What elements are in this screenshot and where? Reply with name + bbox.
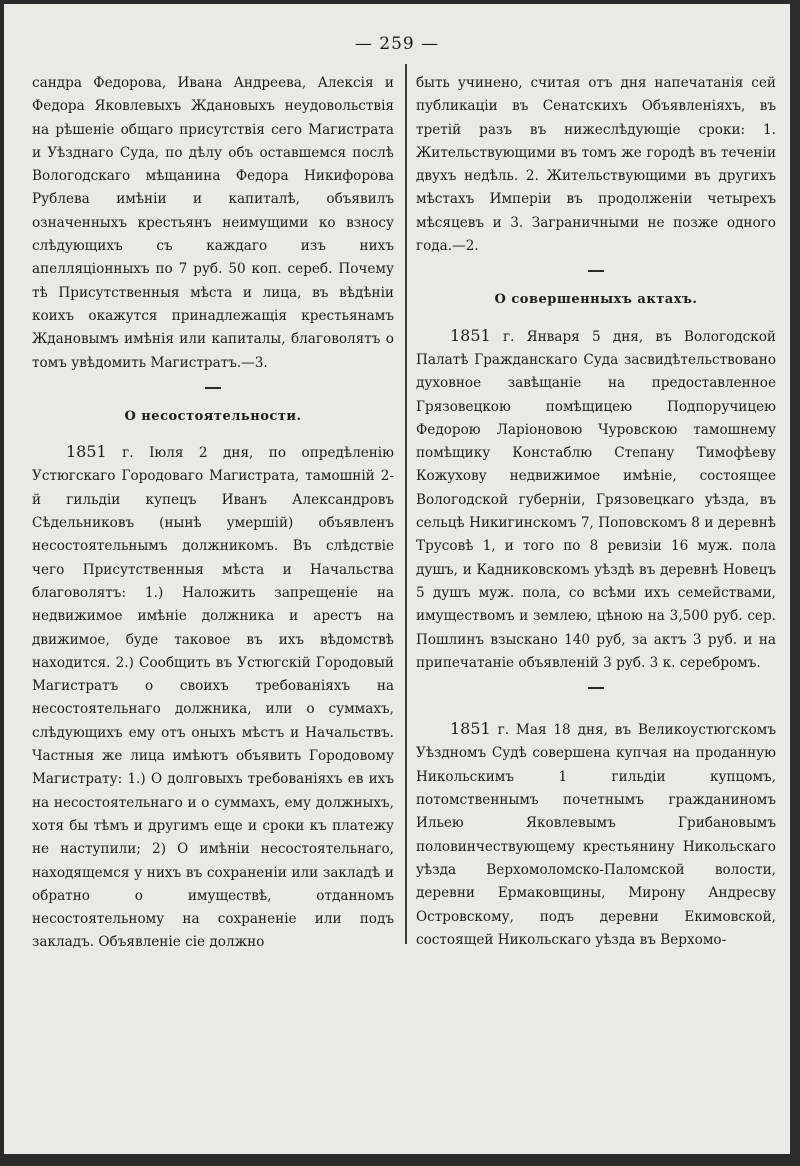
section-heading-acts: О совершенныхъ актахъ. xyxy=(494,292,698,308)
section-heading-insolvency: О несостоятельности. xyxy=(124,408,302,424)
act2-year: 1851 xyxy=(450,719,491,739)
separator-dash xyxy=(588,270,604,272)
continued-notice: сандра Федорова, Ивана Андреева, Алексія и Федора Яковлевыхъ Ждановыхъ неудовольствія на рѣшеніе общаго присутствія сего Магистрата и Уѣзднаго Суда, по дѣлу объ оставшемся послѣ Вологодскаго мѣщанина Федора Никифорова Рублева имѣніи и капиталѣ, объявилъ означенныхъ крестьянъ неимущими ко взносу слѣдующихъ съ каждаго изъ нихъ апелляціонныхъ по 7 руб. 50 коп. сереб. Почему тѣ Присутственныя мѣста и лица, въ вѣдѣніи коихъ окажутся принадлежащія крестьянамъ Ждановымъ имѣнія или капиталы, благоволятъ о томъ увѣдомить Магистратъ.—3. xyxy=(32,75,394,371)
column-divider xyxy=(405,64,407,944)
newspaper-page xyxy=(4,4,790,1154)
left-column xyxy=(32,72,394,955)
insolvency-notice xyxy=(32,440,394,955)
notice-year: 1851 xyxy=(66,442,107,462)
notice-body: г. Іюля 2 дня, по опредѣленію Устюгскаго Городоваго Магистрата, тамошній 2-й гильдіи купецъ Иванъ Александровъ Сѣдельниковъ (нынѣ умершій) объявленъ несостоятельнымъ должникомъ. Въ слѣдствіе чего Присутственныя мѣста и Начальства благоволятъ: 1.) Наложить запрещеніе на недвижимое имѣніе должника и арестъ на движимое, буде таковое въ ихъ вѣдомствѣ находится. 2.) Сообщить въ Устюгскій Городовый Магистратъ о своихъ требованіяхъ на несостоятельнаго должника, или о суммахъ, слѣдующихъ ему отъ оныхъ мѣстъ и Начальствъ. Частныя же лица имѣютъ объявить Городовому Магистрату: 1.) О долговыхъ требованіяхъ ев ихъ на несостоятельнаго и о суммахъ, ему должныхъ, хотя бы тѣмъ и другимъ еще и сроки къ платежу не наступили; 2) О имѣніи несостоятельнаго, находящемся у нихъ въ сохраненіи или закладѣ и обратно о имуществѣ, отданномъ несостоятельному на сохраненіе или подъ закладъ. Объявленіе сіе должно xyxy=(32,445,394,951)
act-notice-2 xyxy=(416,717,776,952)
continued-notice-end: быть учинено, считая отъ дня напечатанія сей публикаціи въ Сенатскихъ Объявленіяхъ, въ третій разъ въ нижеслѣдующіе сроки: 1. Жительствующими въ томъ же городѣ въ теченіи двухъ недѣль. 2. Жительствующими въ другихъ мѣстахъ Имперіи въ продолженіи четырехъ мѣсяцевъ и 3. Заграничными не позже одного года.—2. xyxy=(416,75,776,255)
act1-year: 1851 xyxy=(450,325,491,345)
act1-body: г. Января 5 дня, въ Вологодской Палатѣ Гражданскаго Суда засвидѣтельствовано духовное завѣщаніе на предоставленное Грязовецкою помѣщицею Подпоручицею Федорою Ларіоновою Чуровскою тамошнему помѣщику Констаблю Степану Тимофѣеву Кожухову недвижимое имѣніе, состоящее Вологодской губерніи, Грязовецкаго уѣзда, въ сельцѣ Никигинскомъ 7, Поповскомъ 8 и деревнѣ Трусовѣ 1, и того по 8 ревизіи 16 муж. пола душъ, и Кадниковскомъ уѣздѣ въ деревнѣ Новецъ 5 душъ муж. пола, со всѣми ихъ семействами, имуществомъ и землею, цѣною на 3,500 руб. сер. Пошлинъ взыскано 140 руб, за актъ 3 руб. и на припечатаніе объявленій 3 руб. 3 к. серебромъ. xyxy=(416,328,776,671)
separator-dash xyxy=(205,387,221,389)
page-number: — 259 — xyxy=(354,34,440,54)
act2-body: г. Мая 18 дня, въ Великоустюгскомъ Уѣздномъ Судѣ совершена купчая на проданную Никольскимъ 1 гильдіи купцомъ, потомственнымъ почетнымъ гражданиномъ Ильею Яковлевымъ Грибановымъ половинчествующему крестьянину Никольскаго уѣзда Верхомоломско-Паломской волости, деревни Ермаковщины, Мирону Андресву Островскому, подъ деревни Екимовской, состоящей Никольскаго уѣзда въ Верхомо- xyxy=(416,722,776,948)
right-column xyxy=(416,72,776,952)
separator-dash xyxy=(588,687,604,689)
act-notice-1 xyxy=(416,324,776,675)
